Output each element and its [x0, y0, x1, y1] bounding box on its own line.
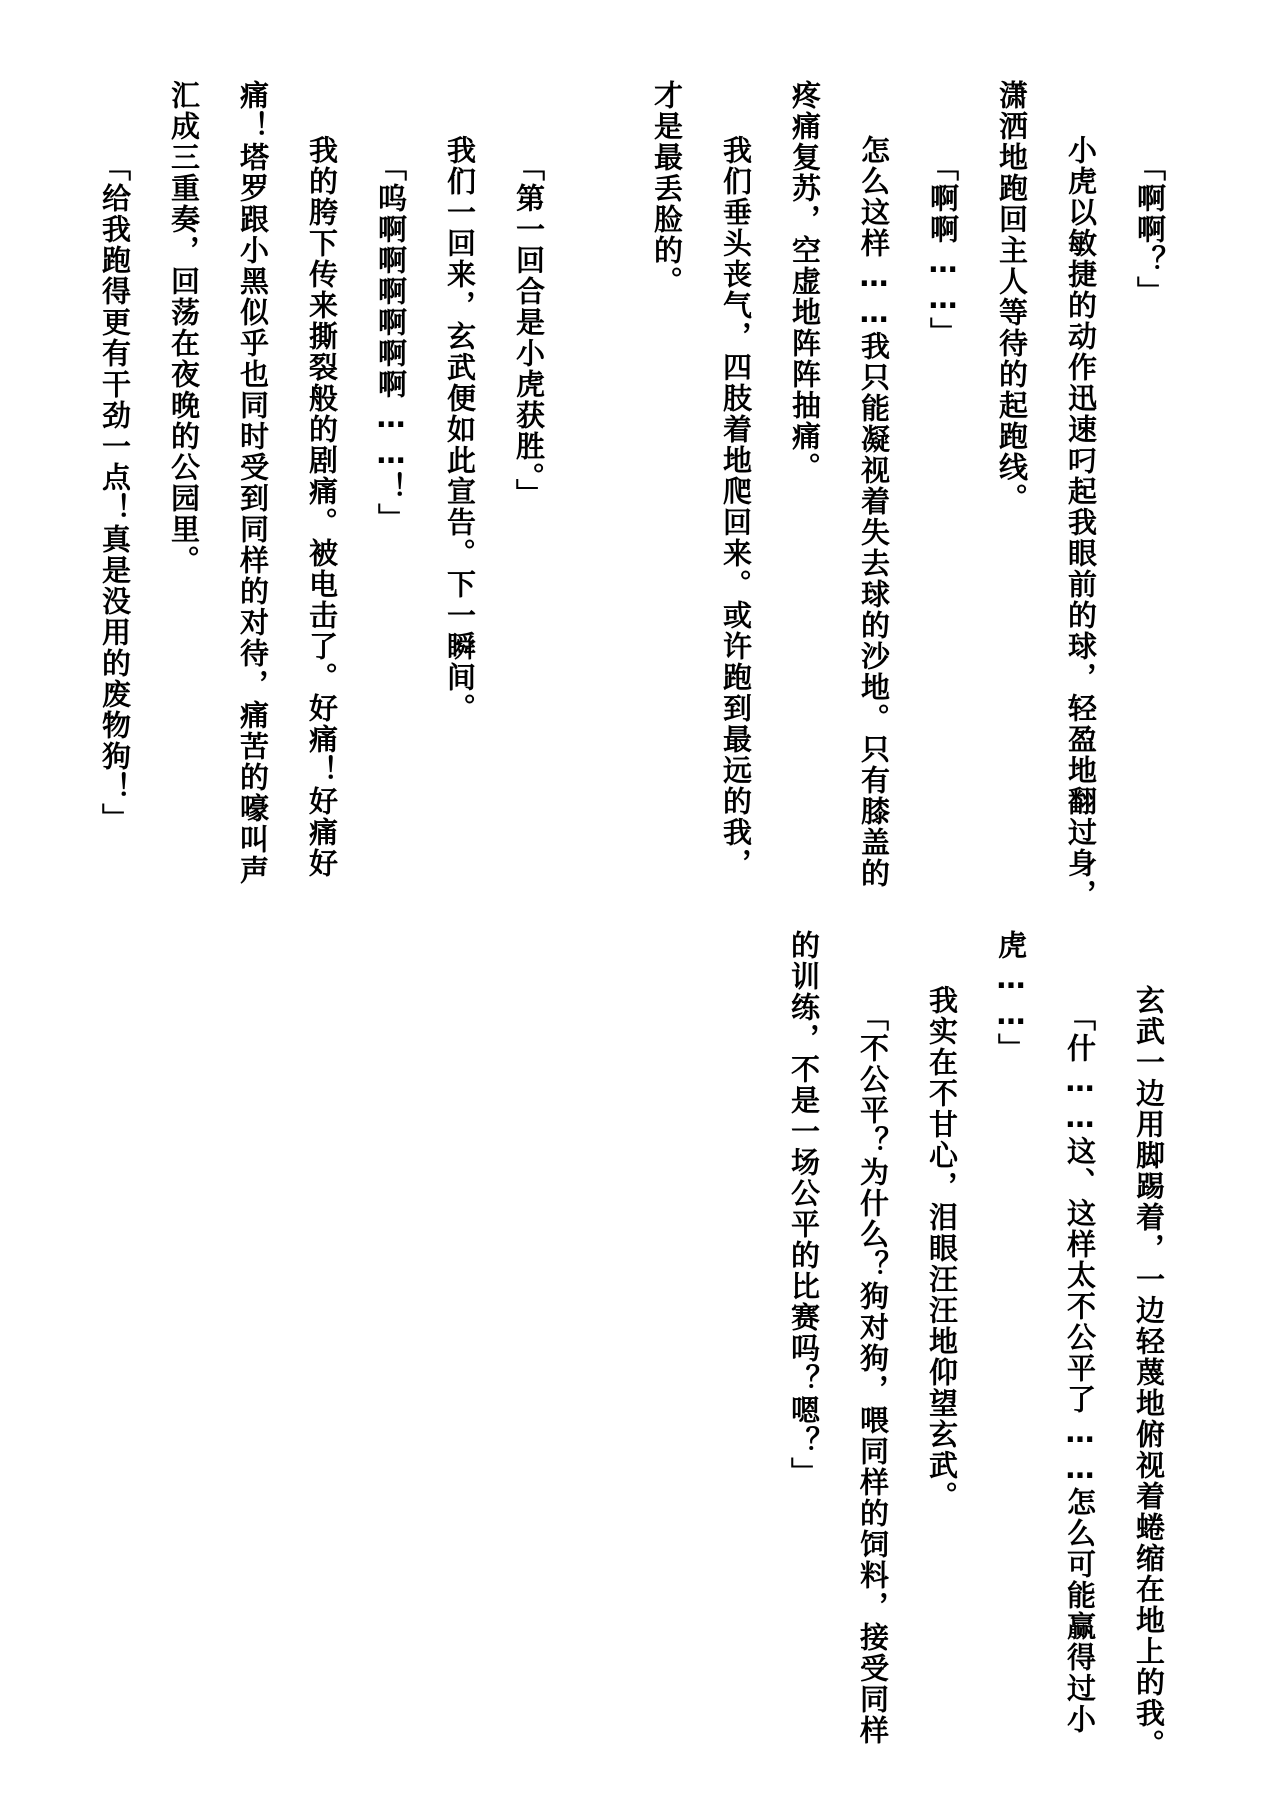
- text-column: 痛！塔罗跟小黑似乎也同时受到同样的对待，痛苦的嚎叫声: [236, 80, 270, 886]
- text-column: 我的胯下传来撕裂般的剧痛。被电击了。好痛！好痛好: [305, 135, 339, 879]
- text-column: 「呜啊啊啊啊啊啊……！」: [374, 152, 408, 534]
- text-column: 我们垂头丧气，四肢着地爬回来。或许跑到最远的我，: [719, 135, 753, 879]
- text-column: 虎……」: [994, 930, 1028, 1064]
- text-column: 才是最丢脸的。: [650, 80, 684, 297]
- text-column: 「啊啊？」: [1133, 152, 1167, 307]
- text-column: 疼痛复苏，空虚地阵阵抽痛。: [788, 80, 822, 483]
- text-column: 汇成三重奏，回荡在夜晚的公园里。: [167, 80, 201, 576]
- text-column: 我们一回来，玄武便如此宣告。下一瞬间。: [443, 135, 477, 724]
- text-column: 「不公平？为什么？狗对狗，喂同样的饲料，接受同样: [856, 1002, 890, 1746]
- text-column: 怎么这样……我只能凝视着失去球的沙地。只有膝盖的: [857, 135, 891, 889]
- text-column: 「第一回合是小虎获胜。」: [512, 152, 546, 510]
- text-column: 我实在不甘心，泪眼汪汪地仰望玄武。: [925, 985, 959, 1512]
- text-column: 的训练，不是一场公平的比赛吗？嗯？」: [787, 930, 821, 1488]
- text-column: 「什……这、这样太不公平了……怎么可能赢得过小: [1063, 1002, 1097, 1735]
- text-column: 「给我跑得更有干劲一点！真是没用的废物狗！」: [98, 152, 132, 834]
- text-column: 「啊啊……」: [926, 152, 960, 348]
- text-column: 小虎以敏捷的动作迅速叼起我眼前的球，轻盈地翻过身，: [1064, 135, 1098, 910]
- text-column: 潇洒地跑回主人等待的起跑线。: [995, 80, 1029, 514]
- text-column: 玄武一边用脚踢着，一边轻蔑地俯视着蜷缩在地上的我。: [1132, 985, 1166, 1760]
